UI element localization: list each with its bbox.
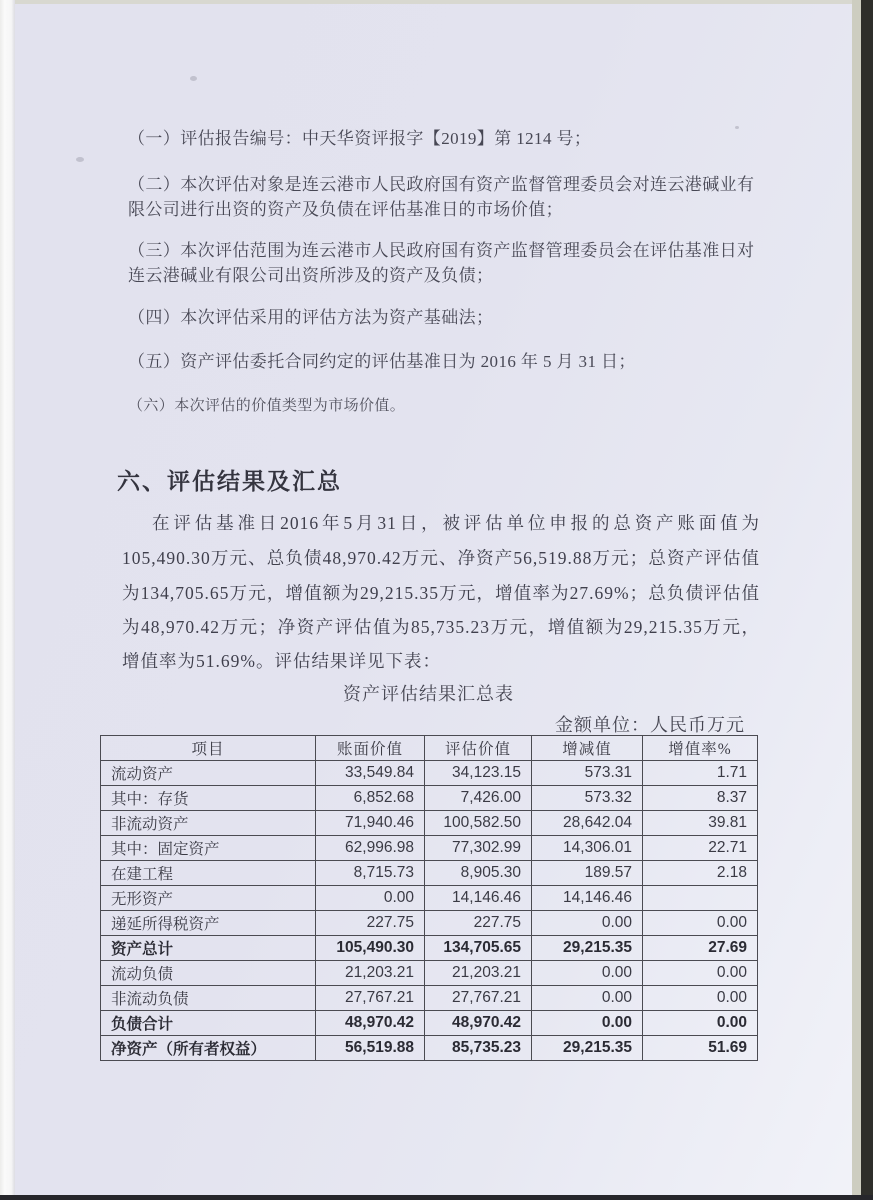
column-header: 账面价值 (316, 736, 425, 761)
row-label: 非流动资产 (101, 811, 316, 836)
row-value: 21,203.21 (316, 961, 425, 986)
row-value: 227.75 (316, 911, 425, 936)
column-header: 评估价值 (425, 736, 532, 761)
column-header: 项目 (101, 736, 316, 761)
row-value: 2.18 (643, 861, 758, 886)
row-value: 14,146.46 (425, 886, 532, 911)
clause-item: （三）本次评估范围为连云港市人民政府国有资产监督管理委员会在评估基准日对连云港碱业有限公司出资所涉及的资产及负债； (128, 241, 755, 285)
row-value: 21,203.21 (425, 961, 532, 986)
table-row (101, 1011, 758, 1036)
table-title: 资产评估结果汇总表 (343, 684, 514, 704)
table-row (101, 986, 758, 1011)
row-label: 流动负债 (101, 961, 316, 986)
table-row (101, 961, 758, 986)
row-value: 56,519.88 (316, 1036, 425, 1061)
row-value: 7,426.00 (425, 786, 532, 811)
paper-speck (76, 157, 84, 162)
column-header: 增值率% (643, 736, 758, 761)
row-value: 0.00 (532, 961, 643, 986)
row-label: 负债合计 (101, 1011, 316, 1036)
scan-edge-right (861, 0, 873, 1200)
row-label: 无形资产 (101, 886, 316, 911)
summary-line: 为134,705.65万元，增值额为29,215.35万元，增值率为27.69%；总负债评估值 (122, 583, 760, 603)
row-value: 48,970.42 (316, 1011, 425, 1036)
row-value: 8.37 (643, 786, 758, 811)
table-row (101, 861, 758, 886)
summary-line: 增值率为51.69%。评估结果详见下表： (122, 651, 441, 671)
table-row (101, 761, 758, 786)
row-value: 8,905.30 (425, 861, 532, 886)
clause-item: （四）本次评估采用的评估方法为资产基础法； (128, 308, 494, 327)
row-value: 71,940.46 (316, 811, 425, 836)
row-value: 8,715.73 (316, 861, 425, 886)
clause-item: （一）评估报告编号：中天华资评报字【2019】第 1214 号； (128, 129, 592, 148)
row-label: 净资产（所有者权益） (101, 1036, 316, 1061)
row-value: 29,215.35 (532, 1036, 643, 1061)
row-value: 34,123.15 (425, 761, 532, 786)
summary-line: 为48,970.42万元；净资产评估值为85,735.23万元，增值额为29,215.35万元， (122, 617, 760, 637)
row-label: 其中：存货 (101, 786, 316, 811)
row-value: 189.57 (532, 861, 643, 886)
scan-edge-left (0, 0, 15, 1200)
table-row (101, 886, 758, 911)
table-row (101, 786, 758, 811)
scan-edge-top (0, 0, 873, 4)
row-value: 100,582.50 (425, 811, 532, 836)
row-value: 28,642.04 (532, 811, 643, 836)
clause-item: （六）本次评估的价值类型为市场价值。 (128, 398, 406, 414)
row-value: 0.00 (643, 911, 758, 936)
table-row (101, 836, 758, 861)
section-heading: 六、评估结果及汇总 (117, 469, 342, 494)
row-value: 14,146.46 (532, 886, 643, 911)
summary-line: 在评估基准日2016年5月31日，被评估单位申报的总资产账面值为 (152, 513, 760, 533)
row-label: 递延所得税资产 (101, 911, 316, 936)
row-value: 1.71 (643, 761, 758, 786)
row-value: 105,490.30 (316, 936, 425, 961)
row-value: 134,705.65 (425, 936, 532, 961)
row-value: 6,852.68 (316, 786, 425, 811)
row-value: 573.31 (532, 761, 643, 786)
scan-edge-bottom (0, 1195, 873, 1200)
clause-item: （二）本次评估对象是连云港市人民政府国有资产监督管理委员会对连云港碱业有限公司进行出资的资产及负债在评估基准日的市场价值； (128, 175, 755, 219)
row-label: 非流动负债 (101, 986, 316, 1011)
row-value: 48,970.42 (425, 1011, 532, 1036)
row-value: 62,996.98 (316, 836, 425, 861)
row-value: 51.69 (643, 1036, 758, 1061)
row-label: 资产总计 (101, 936, 316, 961)
column-header: 增减值 (532, 736, 643, 761)
row-value: 0.00 (643, 961, 758, 986)
row-label: 其中：固定资产 (101, 836, 316, 861)
summary-line: 105,490.30万元、总负债48,970.42万元、净资产56,519.88万元；总资产评估值 (122, 548, 760, 568)
table-header-row (101, 736, 758, 761)
table-row (101, 936, 758, 961)
row-value: 0.00 (532, 986, 643, 1011)
appraisal-result-table (100, 735, 758, 1061)
row-value: 33,549.84 (316, 761, 425, 786)
row-label: 在建工程 (101, 861, 316, 886)
row-value: 0.00 (643, 1011, 758, 1036)
clause-item: （五）资产评估委托合同约定的评估基准日为 2016 年 5 月 31 日； (128, 352, 636, 371)
row-value: 22.71 (643, 836, 758, 861)
row-value: 27.69 (643, 936, 758, 961)
row-value: 77,302.99 (425, 836, 532, 861)
row-label: 流动资产 (101, 761, 316, 786)
row-value (643, 886, 758, 911)
row-value: 0.00 (643, 986, 758, 1011)
row-value: 29,215.35 (532, 936, 643, 961)
paper-speck (190, 76, 197, 81)
table-row (101, 1036, 758, 1061)
scan-edge-right-inner (852, 0, 861, 1200)
row-value: 0.00 (316, 886, 425, 911)
table-row (101, 811, 758, 836)
row-value: 227.75 (425, 911, 532, 936)
row-value: 0.00 (532, 1011, 643, 1036)
table-row (101, 911, 758, 936)
row-value: 27,767.21 (425, 986, 532, 1011)
row-value: 85,735.23 (425, 1036, 532, 1061)
row-value: 27,767.21 (316, 986, 425, 1011)
table-unit-note: 金额单位：人民币万元 (555, 715, 745, 735)
row-value: 0.00 (532, 911, 643, 936)
row-value: 39.81 (643, 811, 758, 836)
row-value: 573.32 (532, 786, 643, 811)
row-value: 14,306.01 (532, 836, 643, 861)
